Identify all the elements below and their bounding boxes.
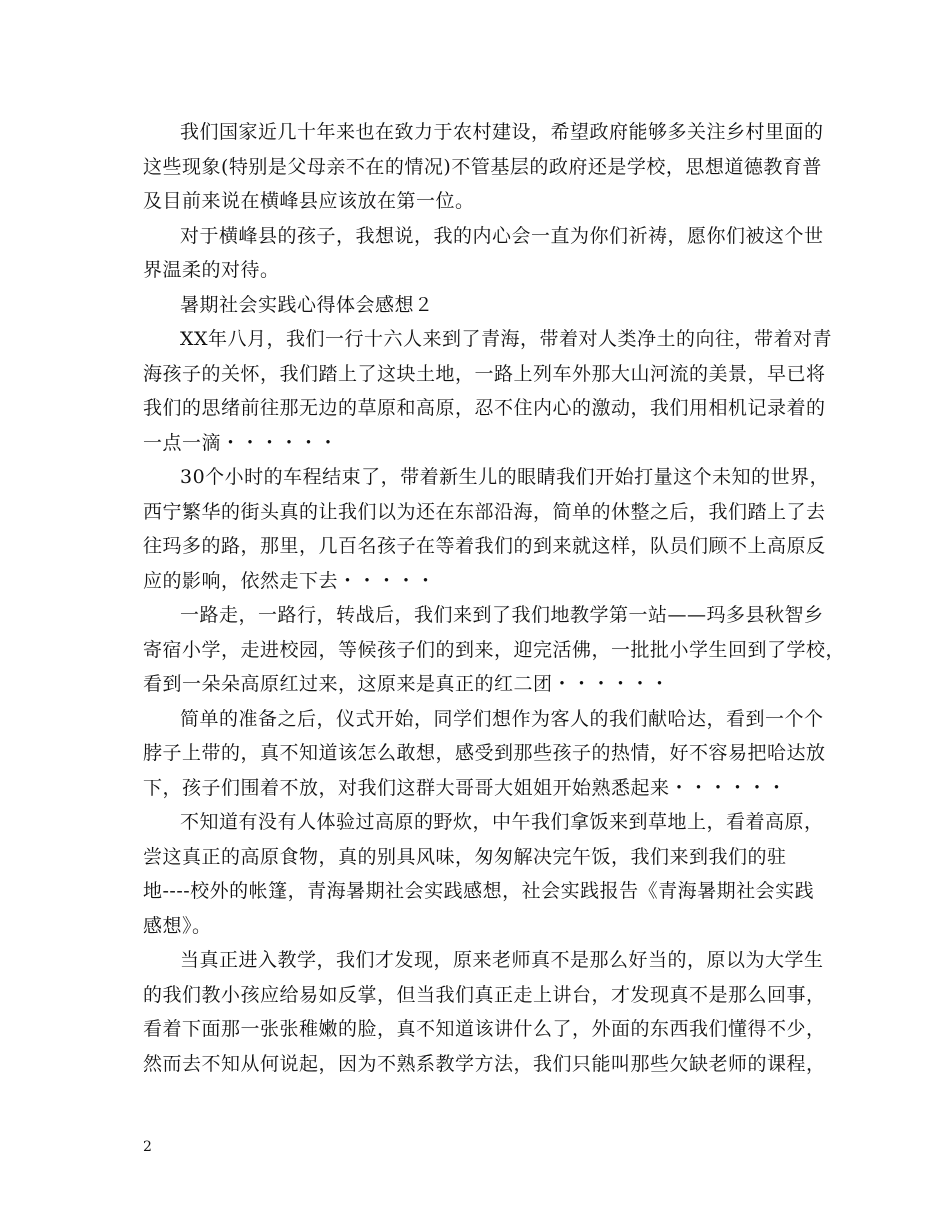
text-line: 一路走，一路行，转战后，我们来到了我们地教学第一站——玛多县秋智乡 (180, 604, 824, 626)
text-line: 及目前来说在横峰县应该放在第一位。 (143, 190, 475, 212)
paragraph-arrival-qinghai (143, 322, 833, 460)
paragraph-ceremony (143, 702, 826, 806)
text-line: 寄宿小学，走进校园，等候孩子们的到来，迎完活佛，一批批小学生回到了学校， (143, 638, 846, 661)
text-line: 的我们教小孩应给易如反掌，但当我们真正走上讲台，才发现真不是那么回事， (143, 983, 826, 1006)
text-line: 对于横峰县的孩子，我想说，我的内心会一直为你们祈祷，愿你们被这个世 (180, 224, 824, 247)
text-line: 这些现象(特别是父母亲不在的情况)不管基层的政府还是学校，思想道德教育普 (143, 155, 822, 178)
text-line: 30个小时的车程结束了，带着新生儿的眼睛我们开始打量这个未知的世界， (180, 466, 830, 488)
heading-text: 暑期社会实践心得体会感想２ (180, 293, 434, 316)
paragraph-picnic (143, 805, 824, 943)
text-line: XX年八月，我们一行十六人来到了青海，带着对人类净土的向往，带着对青 (180, 328, 833, 350)
text-line: 脖子上带的，真不知道该怎么敢想，感受到那些孩子的热情，好不容易把哈达放 (143, 742, 826, 764)
text-line: 下，孩子们围着不放，对我们这群大哥哥大姐姐开始熟悉起来・・・・・・ (143, 776, 787, 799)
paragraph-journey (143, 460, 830, 598)
paragraph-teaching (143, 943, 826, 1081)
paragraph-hengfeng-children (143, 219, 824, 288)
text-line: 感想》。 (143, 914, 212, 937)
text-line: 尝这真正的高原食物，真的别具风味，匆匆解决完午饭，我们来到我们的驻 (143, 845, 787, 868)
text-line: 我们国家近几十年来也在致力于农村建设，希望政府能够多关注乡村里面的 (180, 121, 824, 143)
paragraph-first-station (143, 598, 846, 702)
text-line: 看着下面那一张张稚嫩的脸，真不知道该讲什么了，外面的东西我们懂得不少， (143, 1018, 826, 1040)
text-line: 往玛多的路，那里，几百名孩子在等着我们的到来就这样，队员们顾不上高原反 (143, 535, 826, 557)
text-line: 界温柔的对待。 (143, 259, 280, 281)
text-line: 当真正进入教学，我们才发现，原来老师真不是那么好当的，原以为大学生 (180, 949, 824, 971)
text-line: 地----校外的帐篷，青海暑期社会实践感想，社会实践报告《青海暑期社会实践 (143, 880, 815, 902)
text-line: 西宁繁华的街头真的让我们以为还在东部沿海，简单的休整之后，我们踏上了去 (143, 500, 826, 523)
document-body (143, 115, 846, 1081)
text-line: 海孩子的关怀，我们踏上了这块土地，一路上列车外那大山河流的美景，早已将 (143, 362, 826, 385)
text-line: 我们的思绪前往那无边的草原和高原，忍不住内心的激动，我们用相机记录着的 (143, 397, 826, 419)
text-line: 然而去不知从何说起，因为不熟系教学方法，我们只能叫那些欠缺老师的课程， (143, 1052, 826, 1075)
page-number: 2 (143, 1139, 152, 1155)
text-line: 简单的准备之后，仪式开始，同学们想作为客人的我们献哈达，看到一个个 (180, 707, 824, 730)
text-line: 看到一朵朵高原红过来，这原来是真正的红二团・・・・・・ (143, 673, 670, 695)
text-line: 应的影响，依然走下去・・・・・ (143, 569, 436, 592)
text-line: 不知道有没有人体验过高原的野炊，中午我们拿饭来到草地上，看着高原， (180, 811, 824, 833)
text-line: 一点一滴・・・・・・ (143, 431, 339, 454)
section-heading (143, 288, 807, 323)
paragraph-rural-construction (143, 115, 824, 219)
